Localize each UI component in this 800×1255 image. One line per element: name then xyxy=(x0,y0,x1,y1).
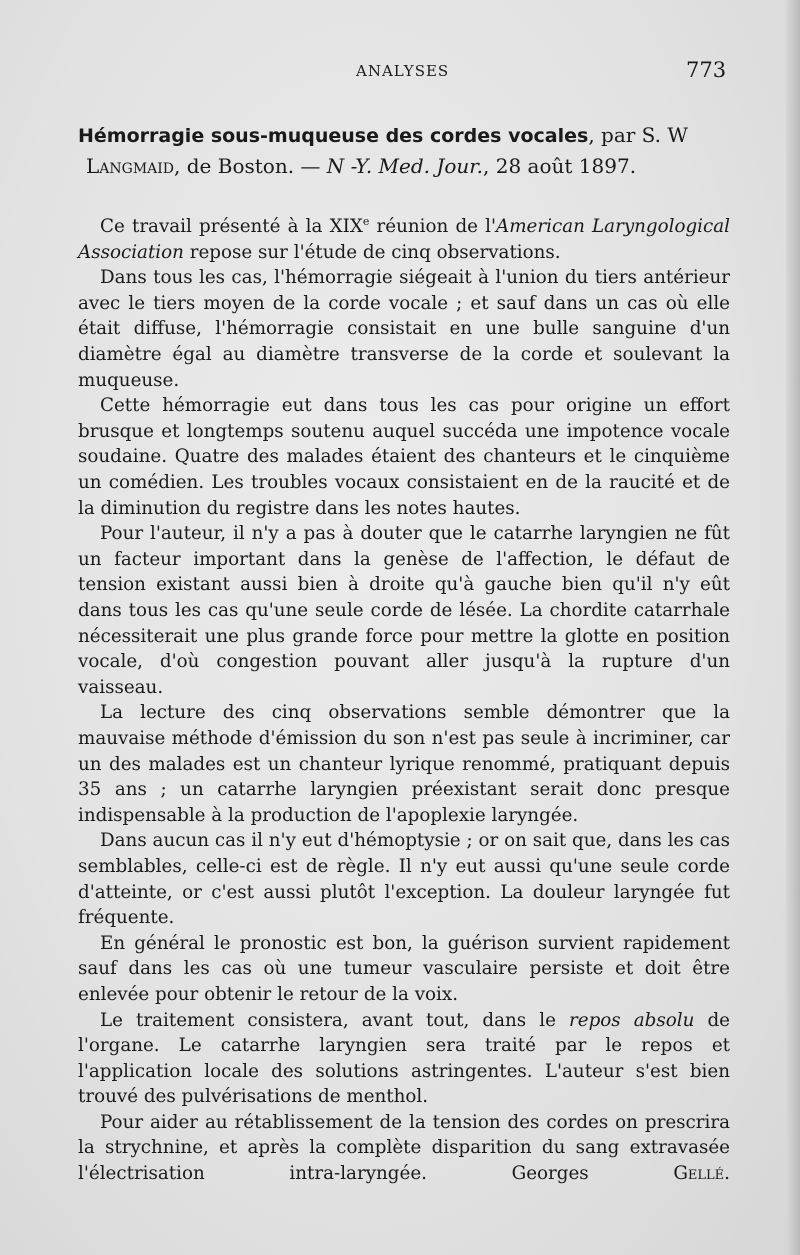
article-reference xyxy=(78,120,728,181)
signature-first-name: Georges xyxy=(511,1163,674,1185)
p1-superscript: e xyxy=(362,215,370,228)
signature xyxy=(512,1163,730,1184)
article-body xyxy=(78,209,730,1187)
p8-emphasis: repos absolu xyxy=(569,1009,695,1031)
article-title: Hémorragie sous-muqueuse des cordes vocales xyxy=(78,125,589,147)
paragraph-9 xyxy=(78,1110,730,1187)
p8-text-b: de l'organe. Le catarrhe laryngien sera traité par le repos et l'application locale des solutions astringentes. L'auteur s'est bien trouvé des pulvérisations de menthol. xyxy=(78,1009,730,1108)
author-name: Langmaid xyxy=(86,154,175,178)
paragraph-5: La lecture des cinq observations semble démontrer que la mauvaise méthode d'émission du son n'est pas seule à incriminer, car un des malades est un chanteur lyrique renommé, pratiquant depuis 35 ans ; un catarrhe laryngien préexistant serait donc presque indispensable à la production de l'apoplexie laryngée. xyxy=(78,702,730,826)
paragraph-4: Pour l'auteur, il n'y a pas à douter que le catarrhe laryngien ne fût un facteur important dans la genèse de l'affection, le défaut de tension existant aussi bien à droite qu'à gauche bien qu'il n'y eût dans tous les cas qu'une seule corde de lésée. La chordite catarrhale nécessiterait une plus grande force pour mettre la glotte en position vocale, d'où congestion pouvant aller jusqu'à la rupture d'un vaisseau. xyxy=(78,523,730,698)
paragraph-6: Dans aucun cas il n'y eut d'hémoptysie ; or on sait que, dans les cas semblables, celle-ci est de règle. Il n'y eut aussi qu'une seule corde d'atteinte, or c'est aussi plutôt l'exception. La douleur laryngée fut fréquente. xyxy=(78,830,730,929)
running-title: ANALYSES xyxy=(356,62,450,80)
reference-by: , par S. W xyxy=(588,123,688,147)
paragraph-2: Dans tous les cas, l'hémorragie siégeait à l'union du tiers antérieur avec le tiers moyen de la corde vocale ; et sauf dans un cas où elle était diffuse, l'hémorragie consistait en une bulle sanguine d'un diamètre égal au diamètre transverse de la corde et soulevant la muqueuse. xyxy=(78,267,730,391)
paragraph-8 xyxy=(78,1008,730,1110)
journal-name: N -Y. Med. Jour. xyxy=(326,154,484,178)
p9-text: Pour aider au rétablissement de la tension des cordes on prescrira la strychnine, et après la complète disparition du sang extravasée l'électrisation intra-laryngée. xyxy=(78,1111,730,1185)
p8-text-a: Le traitement consistera, avant tout, dans le xyxy=(100,1009,570,1031)
p1-text-a: Ce travail présenté à la XIX xyxy=(100,216,363,238)
paragraph-7: En général le pronostic est bon, la guérison survient rapidement sauf dans les cas où une tumeur vasculaire persiste et doit être enlevée pour obtenir le retour de la voix. xyxy=(78,932,730,1005)
publication-date: , 28 août 1897. xyxy=(483,154,637,178)
signature-last-name: Gellé. xyxy=(673,1163,730,1185)
p1-text-c: repose sur l'étude de cinq observations. xyxy=(183,241,561,263)
paragraph-3: Cette hémorragie eut dans tous les cas pour origine un effort brusque et longtemps soutenu auquel succéda une impotence vocale soudaine. Quatre des malades étaient des chanteurs et le cinquième un comédien. Les troubles vocaux consistaient en de la raucité et de la diminution du registre dans les notes hautes. xyxy=(78,395,730,519)
reference-line-2 xyxy=(78,151,728,181)
reference-line-1 xyxy=(78,120,728,151)
page-edge-shadow xyxy=(786,0,800,1255)
running-header xyxy=(0,60,800,86)
page-number: 773 xyxy=(686,58,727,82)
p1-text-b: réunion de l' xyxy=(369,216,497,238)
author-origin: , de Boston. — xyxy=(174,154,327,178)
p1-association-name: American Laryngological Association xyxy=(78,216,731,263)
paragraph-1 xyxy=(78,209,730,265)
